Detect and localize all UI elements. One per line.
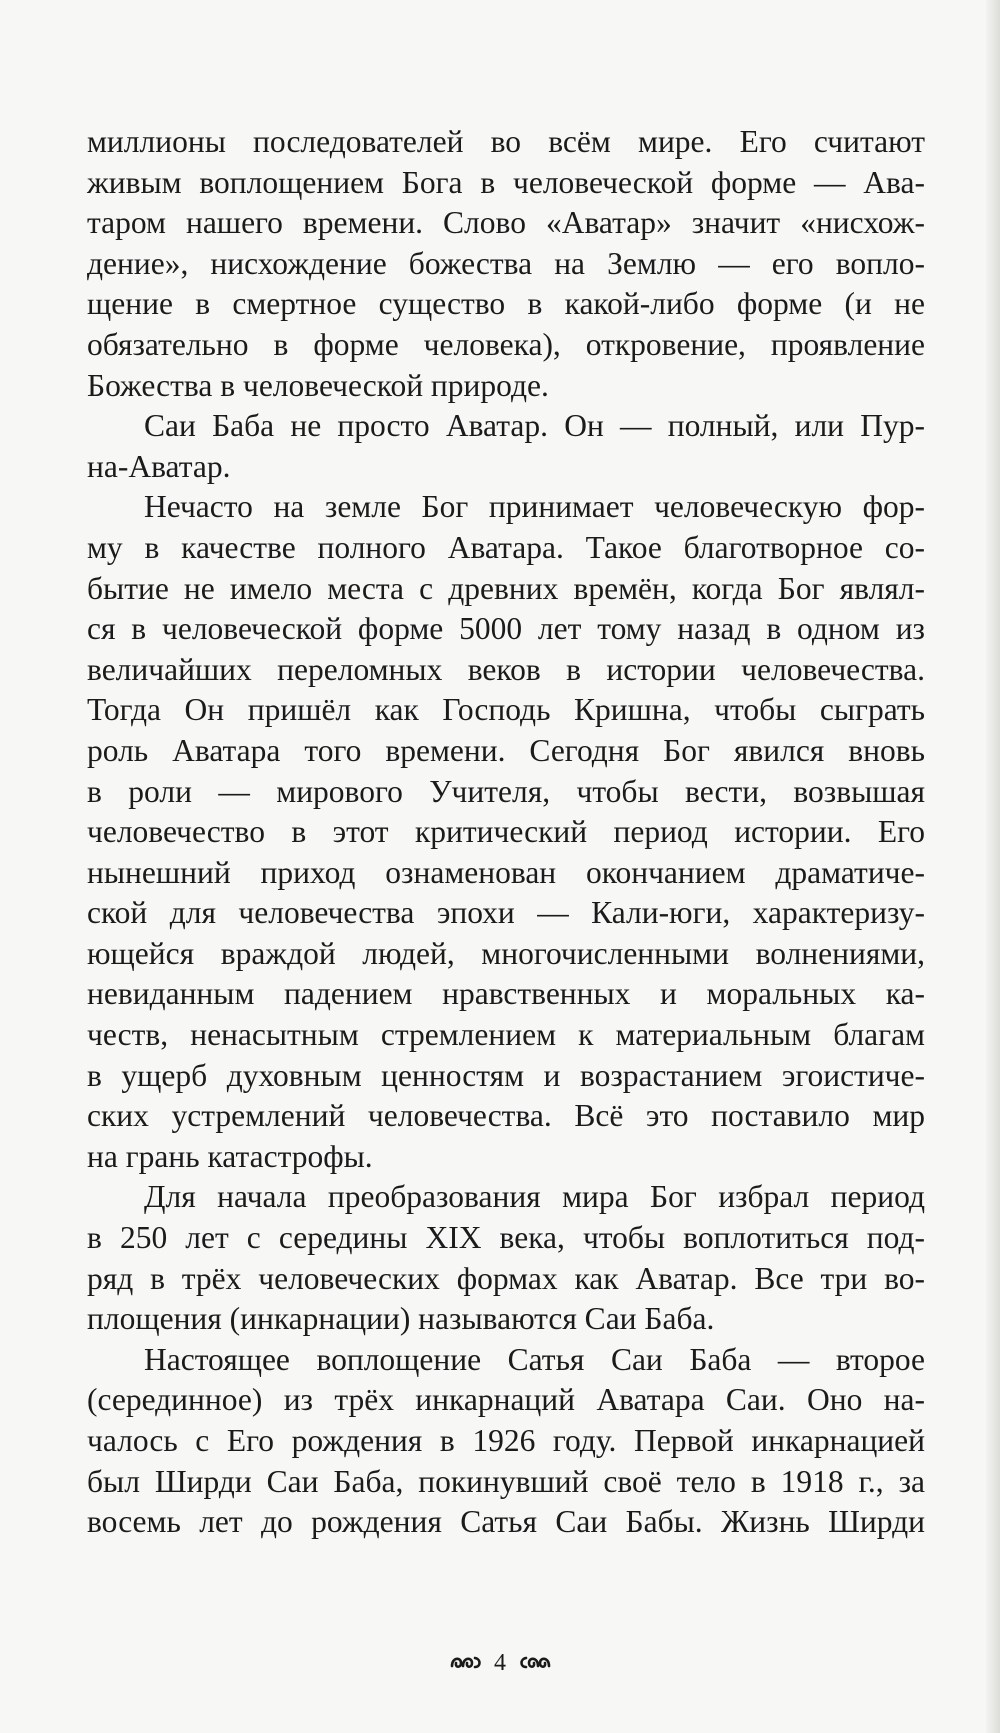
text-line: Саи Баба не просто Аватар. Он — полный, или Пур- [144,408,925,444]
page-footer [0,1650,1000,1677]
page-number: 4 [494,1650,506,1676]
text-line: му в качестве полного Аватара. Такое благотворное со- [87,529,925,565]
text-line: человечество в этот критический период истории. Его [87,814,925,850]
text-line: величайших переломных веков в истории человечества. [87,651,925,687]
text-line: на-Аватар. [87,448,231,484]
text-line: ряд в трёх человеческих формах как Аватар. Все три во- [87,1260,925,1296]
text-line: бытие не имело места с древних времён, когда Бог являл- [87,570,925,606]
text-line: живым воплощением Бога в человеческой форме — Ава- [87,164,925,200]
text-line: Божества в человеческой природе. [87,367,549,403]
text-line: в ущерб духовным ценностям и возрастанием эгоистиче- [87,1057,925,1093]
page-edge-shadow [986,0,1000,1733]
text-line: площения (инкарнации) называются Саи Баба. [87,1301,715,1337]
left-ornament-icon [449,1650,483,1674]
text-line: щение в смертное существо в какой-либо форме (и не [87,286,925,322]
text-line: миллионы последователей во всём мире. Его считают [87,124,925,159]
body-text [87,122,925,1543]
text-line: невиданным падением нравственных и моральных ка- [87,976,925,1012]
text-line: Для начала преобразования мира Бог избрал период [144,1179,925,1215]
text-line: Настоящее воплощение Сатья Саи Баба — второе [144,1341,925,1377]
text-line: был Ширди Саи Баба, покинувший своё тело в 1918 г., за [87,1463,925,1499]
text-line: честв, ненасытным стремлением к материальным благам [87,1017,925,1053]
text-line: ской для человечества эпохи — Кали-юги, характеризу- [87,895,925,931]
text-line: таром нашего времени. Слово «Аватар» значит «нисхож- [87,205,925,241]
text-line: (серединное) из трёх инкарнаций Аватара Саи. Оно на- [87,1382,925,1418]
text-line: нынешний приход ознаменован окончанием драматиче- [87,854,925,890]
text-line: в роли — мирового Учителя, чтобы вести, возвышая [87,773,925,809]
text-line: восемь лет до рождения Сатья Саи Бабы. Жизнь Ширди [87,1504,925,1540]
text-line: роль Аватара того времени. Сегодня Бог явился вновь [87,732,925,768]
text-line: дение», нисхождение божества на Землю — его вопло- [87,245,925,281]
text-line: ских устремлений человечества. Всё это поставило мир [87,1098,925,1134]
right-ornament-icon [518,1650,552,1674]
text-line: ющейся враждой людей, многочисленными волнениями, [87,935,925,971]
text-line: ся в человеческой форме 5000 лет тому назад в одном из [87,611,925,647]
text-line: Нечасто на земле Бог принимает человеческую фор- [144,489,925,525]
text-line: обязательно в форме человека), откровение, проявление [87,326,925,362]
text-line: чалось с Его рождения в 1926 году. Первой инкарнацией [87,1423,925,1458]
text-line: в 250 лет с середины XIX века, чтобы воплотиться под- [87,1220,925,1256]
text-line: на грань катастрофы. [87,1138,373,1174]
text-line: Тогда Он пришёл как Господь Кришна, чтобы сыграть [87,692,925,728]
